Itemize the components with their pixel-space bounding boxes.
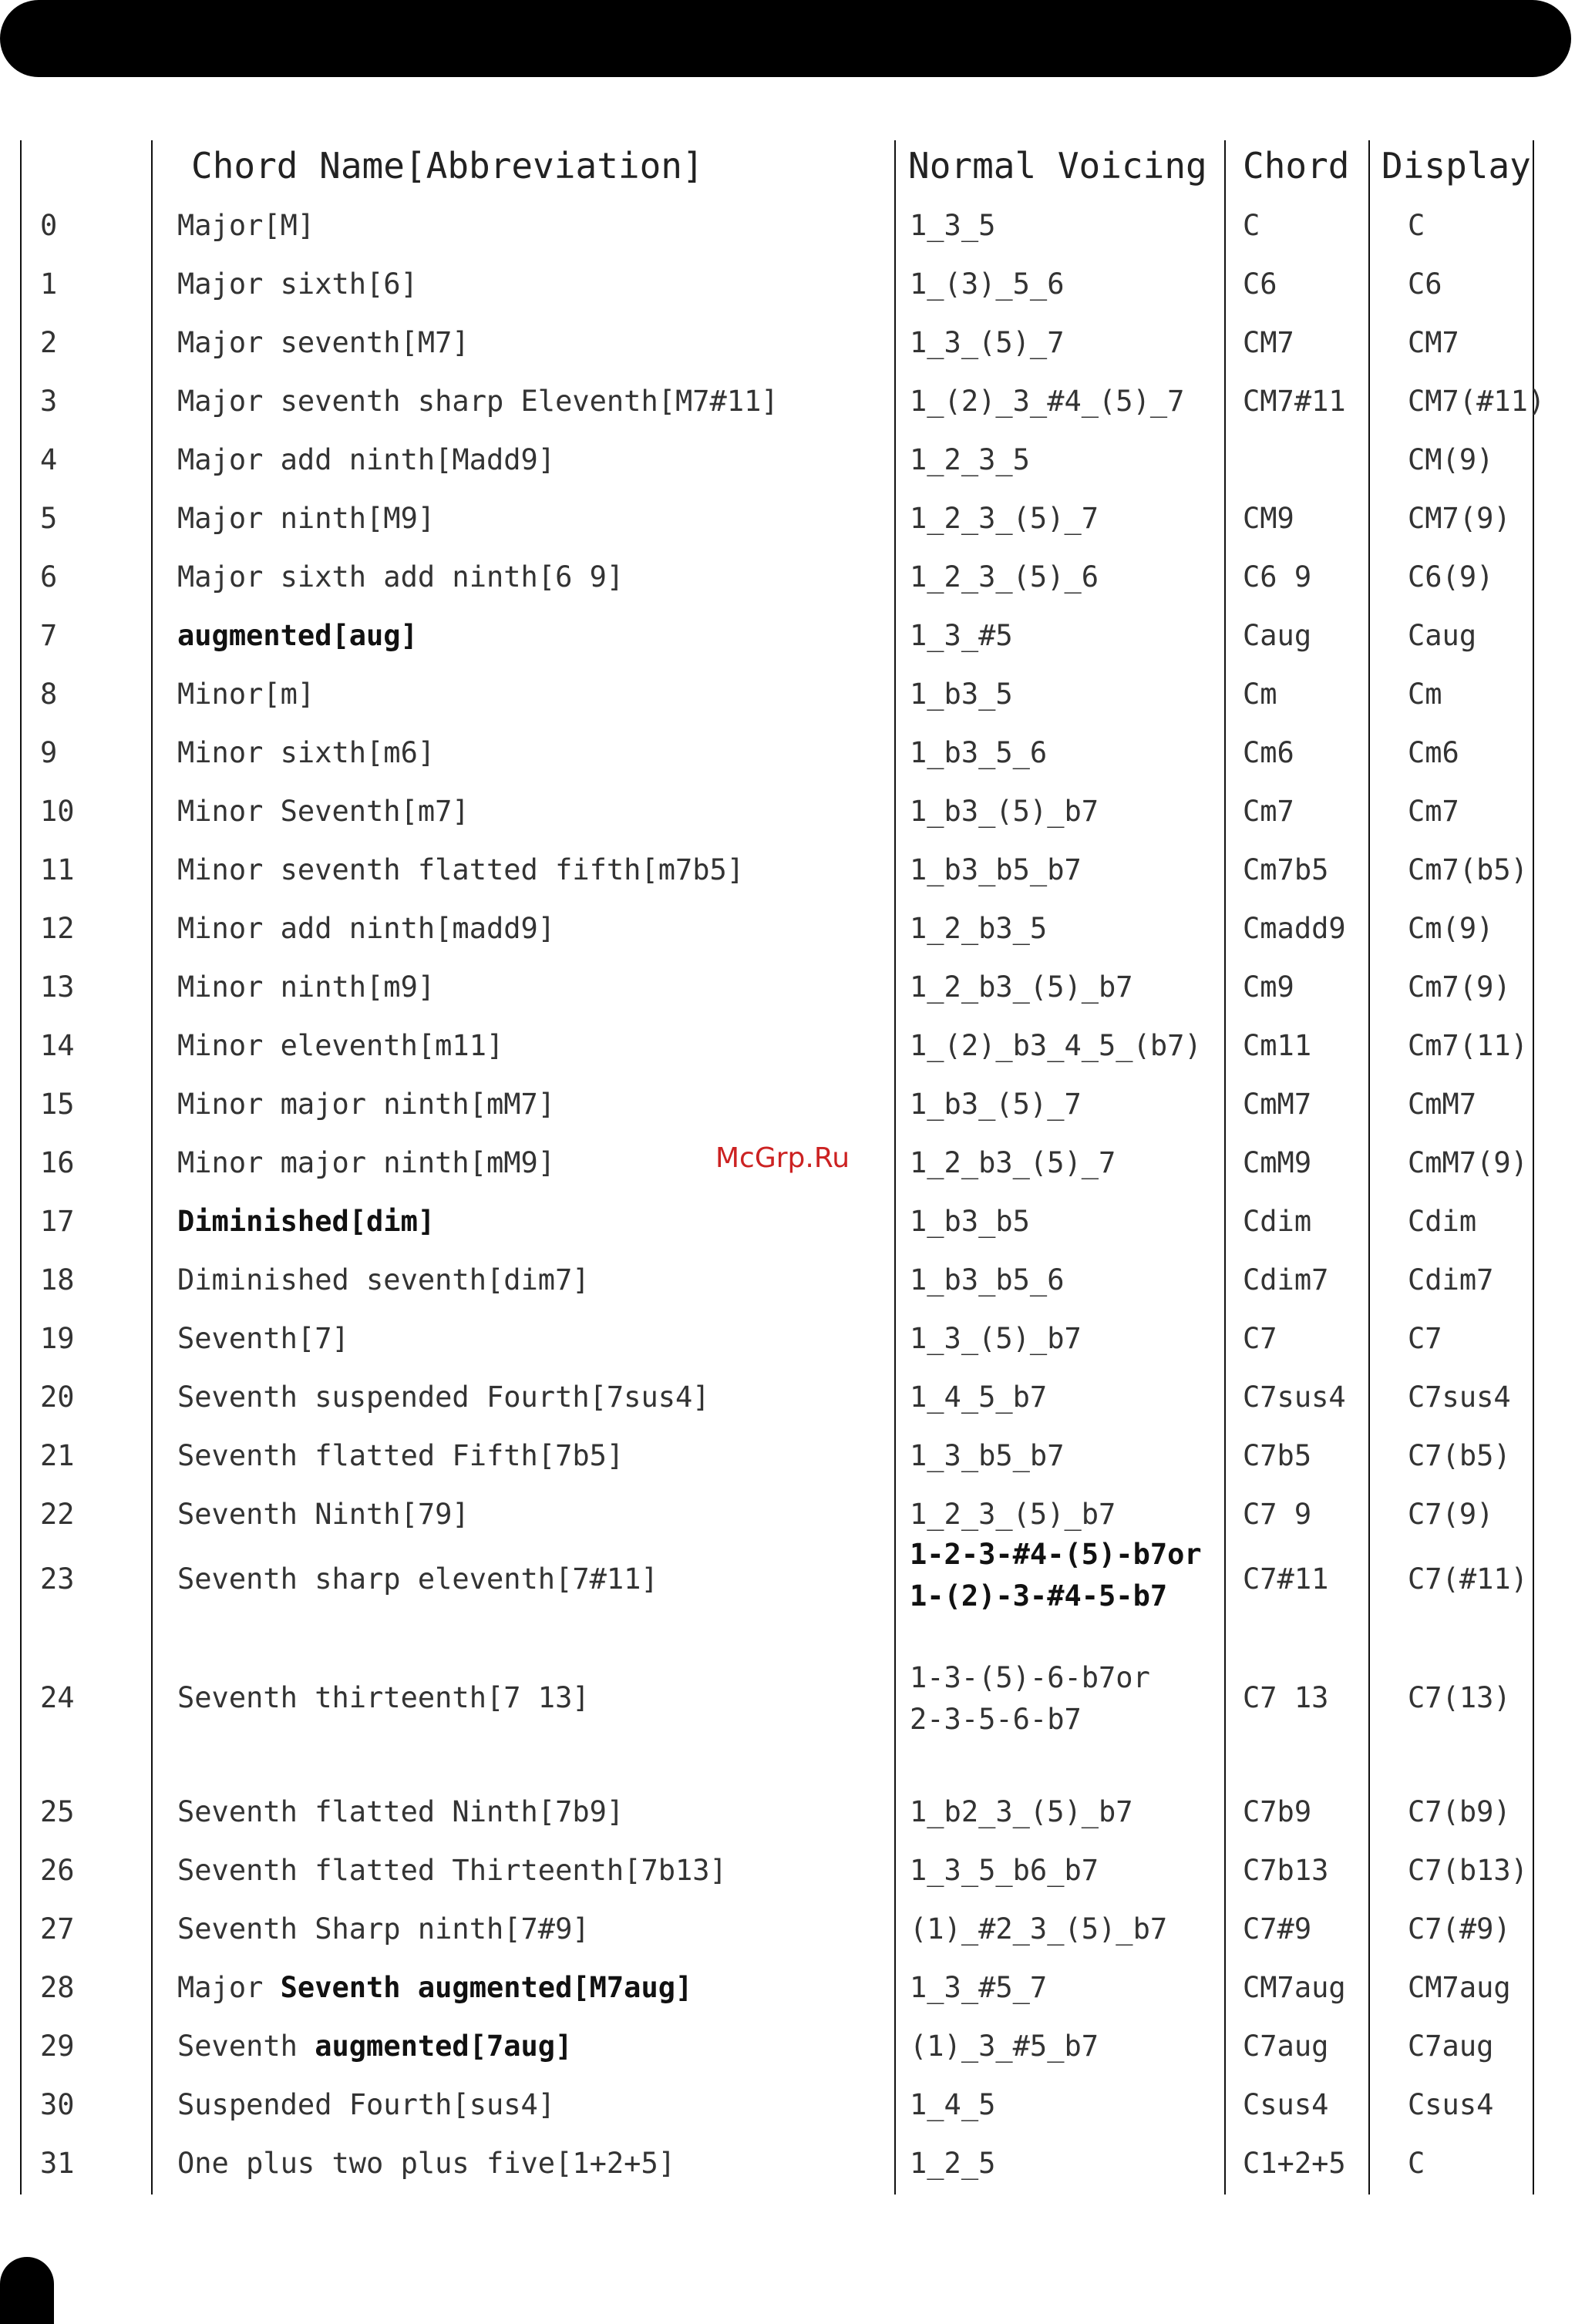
row-number: 3 [40,385,58,418]
chord-display: Cm7(11) [1408,1029,1528,1062]
chord-display: Csus4 [1408,2088,1494,2121]
chord-name: Minor Seventh[m7] [177,795,469,828]
chord-name: Minor ninth[m9] [177,970,436,1004]
normal-voicing: 1_b3_b5 [910,1205,1030,1238]
row-number: 14 [40,1029,75,1062]
chord-display: C7(13) [1408,1681,1511,1714]
chord-display: CM7(#11) [1408,385,1546,418]
row-number: 11 [40,853,75,886]
chord-symbol: CM7 [1243,326,1294,359]
row-number: 15 [40,1088,75,1121]
row-number: 12 [40,912,75,945]
normal-voicing: 1_3_(5)_b7 [910,1322,1082,1355]
normal-voicing: 1_4_5 [910,2088,996,2121]
chord-name: Seventh flatted Thirteenth[7b13] [177,1854,727,1887]
normal-voicing [910,1657,1150,1740]
chord-name: Major seventh[M7] [177,326,469,359]
row-number: 17 [40,1205,75,1238]
chord-display: Cm6 [1408,736,1459,769]
row-number: 1 [40,267,58,301]
row-number: 8 [40,678,58,711]
row-number: 0 [40,209,58,242]
chord-display: Caug [1408,619,1477,652]
normal-voicing: 1_3_#5 [910,619,1013,652]
normal-voicing: 1_3_5 [910,209,996,242]
chord-name-prefix: Seventh [177,2030,315,2063]
chord-symbol: C7 9 [1243,1498,1312,1531]
chord-symbol: CmM7 [1243,1088,1312,1121]
header-display: Display [1381,145,1531,187]
normal-voicing: 1_b3_(5)_7 [910,1088,1082,1121]
row-number: 23 [40,1562,75,1596]
chord-symbol: Cdim [1243,1205,1312,1238]
chord-symbol: C [1243,209,1260,242]
normal-voicing: 1_2_b3_5 [910,912,1048,945]
chord-display: Cm7(b5) [1408,853,1528,886]
normal-voicing: 1_2_3_(5)_6 [910,560,1099,594]
chord-symbol: C6 [1243,267,1277,301]
chord-symbol: C7 13 [1243,1681,1329,1714]
chord-display: CM7aug [1408,1971,1511,2004]
row-number: 7 [40,619,58,652]
chord-name: Major sixth[6] [177,267,418,301]
chord-name: Seventh sharp eleventh[7#11] [177,1562,658,1596]
row-number: 13 [40,970,75,1004]
chord-symbol: CmM9 [1243,1146,1312,1179]
chord-display: C7(9) [1408,1498,1494,1531]
chord-symbol: CM7#11 [1243,385,1346,418]
header-normal-voicing: Normal Voicing [908,145,1207,187]
normal-voicing [910,1534,1202,1617]
chord-symbol: Cm [1243,678,1277,711]
row-number: 28 [40,1971,75,2004]
normal-voicing: 1_b3_b5_6 [910,1263,1065,1297]
normal-voicing: 1_2_5 [910,2147,996,2180]
chord-display: C7(#11) [1408,1562,1528,1596]
normal-voicing: 1_b2_3_(5)_b7 [910,1795,1133,1828]
chord-display: Cdim7 [1408,1263,1494,1297]
row-number: 30 [40,2088,75,2121]
page-corner-tab [0,2257,54,2324]
chord-name: Minor add ninth[madd9] [177,912,556,945]
chord-name: Seventh flatted Fifth[7b5] [177,1439,624,1472]
chord-display: C7aug [1408,2030,1494,2063]
chord-symbol: C7b9 [1243,1795,1312,1828]
chord-name: Seventh flatted Ninth[7b9] [177,1795,624,1828]
row-number: 5 [40,502,58,535]
header-bar [0,0,1571,77]
chord-name: Suspended Fourth[sus4] [177,2088,556,2121]
chord-display: Cm [1408,678,1442,711]
chord-display: C7(#9) [1408,1912,1511,1946]
normal-voicing: 1_2_3_(5)_b7 [910,1498,1116,1531]
header-chord-name: Chord Name[Abbreviation] [191,145,704,187]
chord-name: Major sixth add ninth[6 9] [177,560,624,594]
row-number: 16 [40,1146,75,1179]
chord-symbol: CM9 [1243,502,1294,535]
row-number: 31 [40,2147,75,2180]
chord-display: Cm(9) [1408,912,1494,945]
normal-voicing: 1_b3_b5_b7 [910,853,1082,886]
watermark: McGrp.Ru [715,1142,850,1174]
chord-display: C6(9) [1408,560,1494,594]
column-divider-number [151,140,153,2195]
table-border-left [20,140,22,2195]
chord-symbol: C7sus4 [1243,1381,1346,1414]
chord-symbol: Cm9 [1243,970,1294,1004]
chord-display: C7(b13) [1408,1854,1528,1887]
chord-display: C [1408,209,1425,242]
normal-voicing: 1_(3)_5_6 [910,267,1065,301]
chord-display: C7sus4 [1408,1381,1511,1414]
normal-voicing: 1_(2)_b3_4_5_(b7) [910,1029,1202,1062]
row-number: 22 [40,1498,75,1531]
chord-symbol: C6 9 [1243,560,1312,594]
chord-name: Minor eleventh[m11] [177,1029,504,1062]
chord-name: Minor major ninth[mM7] [177,1088,556,1121]
normal-voicing: 1_b3_5_6 [910,736,1048,769]
chord-name [177,2030,572,2063]
voicing-line-1: 1-2-3-#4-(5)-b7or [910,1538,1202,1571]
chord-symbol: CM7aug [1243,1971,1346,2004]
chord-name-prefix: Major [177,1971,281,2004]
chord-name: Seventh Sharp ninth[7#9] [177,1912,590,1946]
normal-voicing: 1_3_#5_7 [910,1971,1048,2004]
normal-voicing: 1_b3_(5)_b7 [910,795,1099,828]
chord-name: Major seventh sharp Eleventh[M7#11] [177,385,779,418]
chord-display: C [1408,2147,1425,2180]
row-number: 27 [40,1912,75,1946]
chord-display: C7(b5) [1408,1439,1511,1472]
normal-voicing: (1)_#2_3_(5)_b7 [910,1912,1168,1946]
chord-name: Diminished seventh[dim7] [177,1263,590,1297]
row-number: 19 [40,1322,75,1355]
normal-voicing: 1_2_b3_(5)_7 [910,1146,1116,1179]
row-number: 4 [40,443,58,476]
chord-symbol: C7b5 [1243,1439,1312,1472]
row-number: 26 [40,1854,75,1887]
normal-voicing: 1_b3_5 [910,678,1013,711]
chord-symbol: Csus4 [1243,2088,1329,2121]
chord-display: C6 [1408,267,1442,301]
chord-symbol: C7 [1243,1322,1277,1355]
chord-symbol: Cmadd9 [1243,912,1346,945]
chord-name: Seventh[7] [177,1322,349,1355]
normal-voicing: 1_3_(5)_7 [910,326,1065,359]
row-number: 18 [40,1263,75,1297]
row-number: 25 [40,1795,75,1828]
chord-display: C7(b9) [1408,1795,1511,1828]
row-number: 10 [40,795,75,828]
chord-symbol: C7#9 [1243,1912,1312,1946]
normal-voicing: (1)_3_#5_b7 [910,2030,1099,2063]
chord-name: Seventh Ninth[79] [177,1498,469,1531]
chord-display: CmM7 [1408,1088,1477,1121]
chord-name: Major add ninth[Madd9] [177,443,556,476]
chord-name: augmented[aug] [177,619,418,652]
chord-name: Minor sixth[m6] [177,736,436,769]
chord-symbol: Cm11 [1243,1029,1312,1062]
chord-name: Seventh thirteenth[7 13] [177,1681,590,1714]
chord-name: Minor[m] [177,678,315,711]
chord-name: Minor seventh flatted fifth[m7b5] [177,853,745,886]
voicing-line-2: 1-(2)-3-#4-5-b7 [910,1579,1168,1613]
chord-name: Minor major ninth[mM9] [177,1146,556,1179]
chord-symbol: Caug [1243,619,1312,652]
voicing-line-1: 1-3-(5)-6-b7or [910,1661,1150,1694]
normal-voicing: 1_2_b3_(5)_b7 [910,970,1133,1004]
row-number: 6 [40,560,58,594]
chord-name-bold: Seventh augmented[M7aug] [280,1971,693,2004]
chord-symbol: Cm7b5 [1243,853,1329,886]
row-number: 24 [40,1681,75,1714]
column-divider-name [894,140,896,2195]
row-number: 2 [40,326,58,359]
chord-display: CM7 [1408,326,1459,359]
chord-display: Cdim [1408,1205,1477,1238]
normal-voicing: 1_2_3_(5)_7 [910,502,1099,535]
row-number: 21 [40,1439,75,1472]
chord-name: Major ninth[M9] [177,502,436,535]
chord-symbol: Cdim7 [1243,1263,1329,1297]
column-divider-voicing [1224,140,1226,2195]
chord-display: Cm7 [1408,795,1459,828]
table-border-right [1533,140,1534,2195]
row-number: 20 [40,1381,75,1414]
chord-symbol: C7b13 [1243,1854,1329,1887]
chord-display: CM7(9) [1408,502,1511,535]
chord-name [177,1972,692,2004]
normal-voicing: 1_3_b5_b7 [910,1439,1065,1472]
normal-voicing: 1_3_5_b6_b7 [910,1854,1099,1887]
normal-voicing: 1_2_3_5 [910,443,1030,476]
chord-display: Cm7(9) [1408,970,1511,1004]
chord-name: Diminished[dim] [177,1205,436,1238]
chord-symbol: C1+2+5 [1243,2147,1346,2180]
chord-symbol: Cm7 [1243,795,1294,828]
chord-display: CmM7(9) [1408,1146,1528,1179]
chord-symbol: C7#11 [1243,1562,1329,1596]
row-number: 29 [40,2030,75,2063]
chord-display: CM(9) [1408,443,1494,476]
chord-display: C7 [1408,1322,1442,1355]
chord-name: Seventh suspended Fourth[7sus4] [177,1381,710,1414]
voicing-line-2: 2-3-5-6-b7 [910,1703,1082,1736]
chord-symbol: C7aug [1243,2030,1329,2063]
chord-name: One plus two plus five[1+2+5] [177,2147,676,2180]
chord-symbol: Cm6 [1243,736,1294,769]
chord-name: Major[M] [177,209,315,242]
chord-name-bold: augmented[7aug] [315,2030,573,2063]
normal-voicing: 1_4_5_b7 [910,1381,1048,1414]
column-divider-chord [1368,140,1370,2195]
row-number: 9 [40,736,58,769]
header-chord: Chord [1243,145,1350,187]
normal-voicing: 1_(2)_3_#4_(5)_7 [910,385,1185,418]
